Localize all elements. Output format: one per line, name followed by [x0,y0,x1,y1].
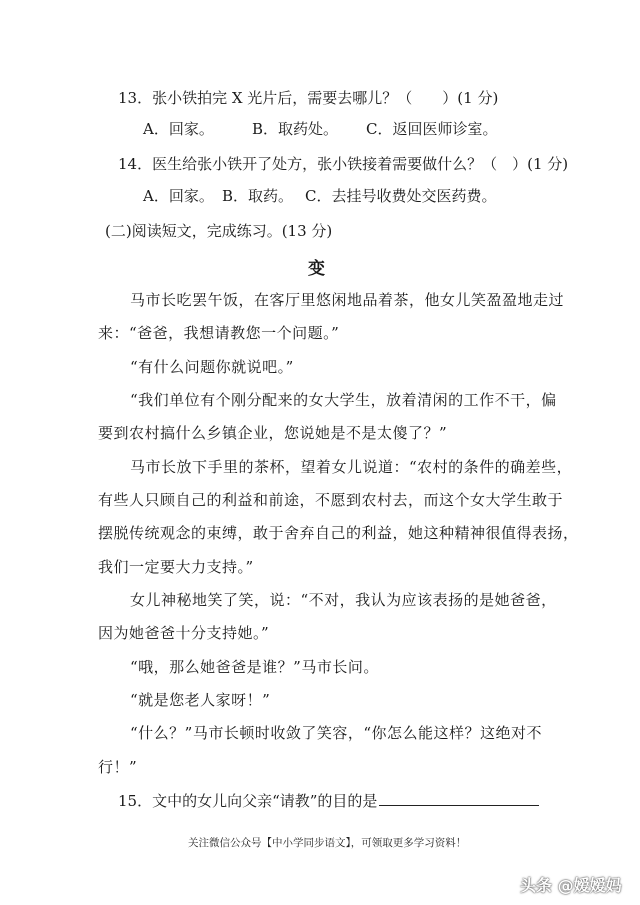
story-line: “就是您老人家呀！” [130,691,271,709]
q14-option-a: A．回家。 [143,187,214,205]
section-heading: (二)阅读短文，完成练习。(13 分) [105,222,333,240]
story-line: 有些人只顾自己的利益和前途，不愿到农村去，而这个女大学生敢于 [98,491,564,509]
story-line: “哦，那么她爸爸是谁？”马市长问。 [130,658,379,676]
question-15-text: 15．文中的女儿向父亲“请教”的目的是 [118,792,378,810]
q13-option-c: C．返回医师诊室。 [366,120,498,138]
story-line: 来：“爸爸，我想请教您一个问题。” [98,324,340,342]
q13-option-a: A．回家。 [143,120,214,138]
story-line: “什么？”马市长顿时收敛了笑容，“你怎么能这样？这绝对不 [130,724,543,742]
question-13: 13．张小铁拍完 X 光片后，需要去哪儿？（ ）(1 分) [118,89,499,107]
footer-notice: 关注微信公众号【中小学同步语文】，可领取更多学习资料！ [188,837,467,849]
story-line: 因为她爸爸十分支持她。” [98,624,270,642]
story-title: 变 [308,259,325,279]
answer-blank [379,791,539,806]
story-line: 行！” [98,758,138,776]
story-line: 要到农村搞什么乡镇企业，您说她是不是太傻了？” [98,424,448,442]
story-line: 马市长放下手里的茶杯，望着女儿说道：“农村的条件的确差些， [130,458,573,476]
story-line: 马市长吃罢午饭，在客厅里悠闲地品着茶，他女儿笑盈盈地走过 [130,291,565,309]
q13-option-b: B．取药处。 [252,120,339,138]
q14-option-c: C．去挂号收费处交医药费。 [305,187,497,205]
story-line: “我们单位有个刚分配来的女大学生，放着清闲的工作不干，偏 [130,391,557,409]
watermark: 头条 @嫒嫒妈 [520,876,622,895]
story-line: 我们一定要大力支持。” [98,558,254,576]
story-line: 女儿神秘地笑了笑，说：“不对，我认为应该表扬的是她爸爸， [130,591,557,609]
q14-option-b: B．取药。 [222,187,294,205]
question-14: 14．医生给张小铁开了处方，张小铁接着需要做什么？（ ）(1 分) [118,155,569,173]
story-line: 摆脱传统观念的束缚，敢于舍弃自己的利益，她这种精神很值得表扬， [98,524,579,542]
question-15 [118,790,539,811]
story-line: “有什么问题你就说吧。” [130,358,294,376]
